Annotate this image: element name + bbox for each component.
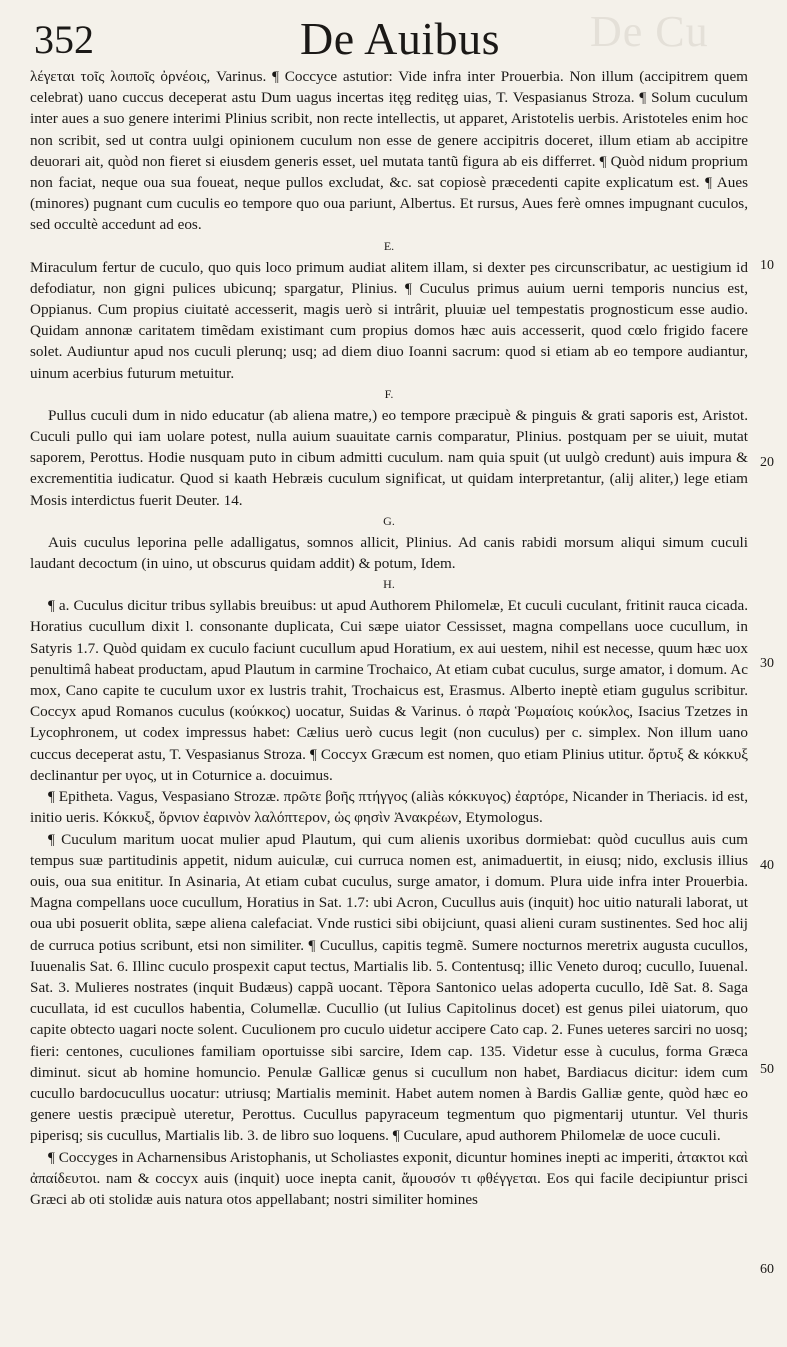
paragraph: ¶ Epitheta. Vagus, Vespasiano Strozæ. πρῶτε βοῆς πτήγγος (aliàs κόκκυγος) ἐαρτόρε, Nicander in Theriacis. id est, initio ueris. Κόκκυξ, ὄρνιον ἐαρινὸν λαλόπτερον, ὡς φησὶν Ἀνακρέων, Etymologus. — [30, 788, 748, 827]
paragraph: Miraculum fertur de cuculo, quo quis loco primum audiat alitem illam, si dexter pes circunscribatur, ac uestigium id defodiatur, non gigni pulices ubicunq; spargatur, Plinius. ¶ Cuculus primus auium uerni temporis nuncius est, Oppianus. Cum propius ciuitatė accesserit, magis uerò si intrârit, pluuiæ uel tempestatis prognosticum esse audio. Quidam annonæ caritatem timẽdam existimant cum propius domos hæc auis accesserit, quod cœlo frigido facere solet. Audiuntur apud nos cuculi plerunq; usq; ad diem diuo Ioanni sacrum: quod si etiam ab eo tempore audiantur, uinum acerbius futurum metuitur. — [30, 258, 748, 382]
section-letter-h: H. — [383, 577, 395, 592]
paragraph: Pullus cuculi dum in nido educatur (ab aliena matre,) eo tempore præcipuè & pinguis & grati saporis est, Aristot. Cuculi pullo qui iam uolare potest, nulla auium suauitate carnis comparatur, Plinius. postquam per se uiuit, mutat saporem, Perottus. Hodie nusquam puto in cibum admitti cuculum. nam quia spuit (ut uulgò credunt) auis impura & excrementitia iudicatur. Quod si kaath Hebræis cuculum significat, ut quidam interpretantur, (alij aliter,) lege etiam Mosis interdictus fuerit Deuter. 14. — [30, 406, 748, 509]
paragraph: Auis cuculus leporina pelle adalligatus, somnos allicit, Plinius. Ad canis rabidi morsum aliqui simum cuculi laudant decoctum (in uino, ut obscurus quidam addit) & potum, Idem. — [30, 533, 748, 573]
facing-page-title: De Cu — [590, 7, 709, 56]
page-number: 352 — [34, 17, 94, 62]
paragraph: ¶ Cuculum maritum uocat mulier apud Plautum, qui cum alienis uxoribus dormiebat: quòd cucullus auis cum tempus suæ partitudinis appetit, nidum auiculæ, cui curruca nomen est, animaduertit, in eiusq; nido, exclusis illius ouis, oua sua enititur. In Asinaria, At etiam cubat cuculus, surge amator, i domum. Plura uide infra inter Prouerbia. Magna compellans uoce cucullum, Horatius in Sat. 1.7: ubi Acron, Cucullus auis (inquit) hoc uitio naturali laborat, ut oua ubi posuerit oblita, sæpe aliena calefaciat. Vnde rustici sibi obijciunt, quasi alieni curam sustinentes. Sed hoc alij de curruca potius scribunt, etsi non similiter. ¶ Cucullus, capitis tegmẽ. Sumere nocturnos meretrix augusta cucullos, Iuuenalis Sat. 6. Illinc cuculo prospexit caput tectus, Martialis lib. 5. Contentusq; illic Veneto duroq; cucullo, Iuuenal. Sat. 3. Mulieres nostrates (inquit Budæus) cappã uocant. Tẽpora Santonico uelas adoperta cucullo, Idẽ Sat. 8. Saga cucullata, id est cucullos habentia, Columellæ. Cucullio (ut Iulius Capitolinus docet) est genus pilei uiatorum, quo capite obtecto uagari nocte solent. Cuculionem pro cuculo uidetur accipere Cato cap. 2. Funes ueteres sarciri no uosq; fieri: centones, cuculiones familiam oportuisse sibi sarcire, Idem cap. 135. Videtur esse à cuculus, forma Græca diminut. sicut ab homine homuncio. Penulæ Gallicæ genus si cucullum non habet, Bardiacus dicitur: idem cum cucullo bardocucullus uocatur: utriusq; Martialis meminit. Habet autem nomen à Bardis Galliæ gente, quòd hæc eo genere uestis præcipuè uteretur, Perottus. Cucullus papyraceum tegmentum quo pigmentarij utuntur. Vel thuris piperisq; sis cucullus, Martialis lib. 3. de libro suo loquens. ¶ Cuculare, apud authorem Philomelæ de uoce cuculi. — [30, 830, 748, 1145]
text-body — [30, 66, 748, 1210]
margin-number: 10 — [760, 258, 774, 273]
margin-number: 60 — [760, 1262, 774, 1277]
margin-number: 50 — [760, 1062, 774, 1077]
paragraph: λέγεται τοῖς λοιποῖς ὀρνέοις, Varinus. ¶ Coccyce astutior: Vide infra inter Prouerbia. Non illum (accipitrem quem celebrat) uano cuccus deceperat astu Dum uagus incertas itęg reditęg uias, T. Vespasianus Stroza. ¶ Solum cuculum inter aues a suo genere interimi Plinius scribit, non recte intellectis, ut apparet, Aristotelis uerbis. Aristoteles enim hoc non scribit, sed ut contra uulgi opinionem cuculum non esse de genere accipitris doceret, illum etiam ab accipitre deuorari ait, quòd non fieret si eiusdem generis esset, uel mutata tantũ figura ab eis differret. ¶ Quòd nidum proprium non faciat, neque oua sua foueat, neque pullos excludat, &c. sat copiosè præcedenti capite explicatum est. ¶ Aues (minores) pugnant cum cuculis eo tempore quo oua pariunt, Albertus. Et rursus, Aues ferè omnes impugnant cuculos, sed occultè accedunt ad eos. — [30, 68, 748, 234]
running-head: De Auibus — [300, 13, 500, 64]
margin-number: 20 — [760, 455, 774, 470]
margin-number: 30 — [760, 656, 774, 671]
margin-number: 40 — [760, 858, 774, 873]
section-letter-f: F. — [384, 386, 394, 401]
section-letter-e: E. — [383, 238, 395, 253]
section-letter-g: G. — [383, 513, 395, 528]
paragraph: ¶ a. Cuculus dicitur tribus syllabis breuibus: ut apud Authorem Philomelæ, Et cuculi cuculant, fritinit rauca cicada. Horatius cucullum dixit l. consonante duplicata, Cui sæpe uiator Cessisset, magna compellans uoce cucullum, in Satyris 1.7. Quòd quidam ex cuculo faciunt cucullum apud Horatium, ex aui uestem, nihil est necesse, quum hæc uox penultimâ habeat productam, apud Plautum in carmine Trochaico, At etiam cubat cuculus, surge amator, i domum. Ac mox, Cano capite te cuculum uxor ex lustris trahit, Trochaicus est, Erasmus. Alberto ineptè etiam gugulus scribitur. Coccyx apud Romanos cuculus (κούκκος) uocatur, Suidas & Varinus. ὁ παρὰ Ῥωμαίοις κούκλος, Isacius Tzetzes in Lycophronem, ut codex impressus habet: Cælius uerò cucus legit (non cuculus) per c. simplex. Non illum uano cuccus deceperat astu, T. Vespasianus Stroza. ¶ Coccyx Græcum est nomen, quo etiam Plinius utitur. ὄρτυξ & κόκκυξ declinantur per υγος, ut in Coturnice a. docuimus. — [30, 597, 748, 784]
paragraph: ¶ Coccyges in Acharnensibus Aristophanis, ut Scholiastes exponit, dicuntur homines inepti ac imperiti, ἀτακτοι καὶ ἀπαίδευτοι. nam & coccyx auis (inquit) uoce inepta canit, ἄμουσόν τι φθέγγεται. Eos qui facile decipiuntur prisci Græci ab oti stolidæ auis natura otos appellabant; nostri similiter homines — [30, 1148, 748, 1208]
